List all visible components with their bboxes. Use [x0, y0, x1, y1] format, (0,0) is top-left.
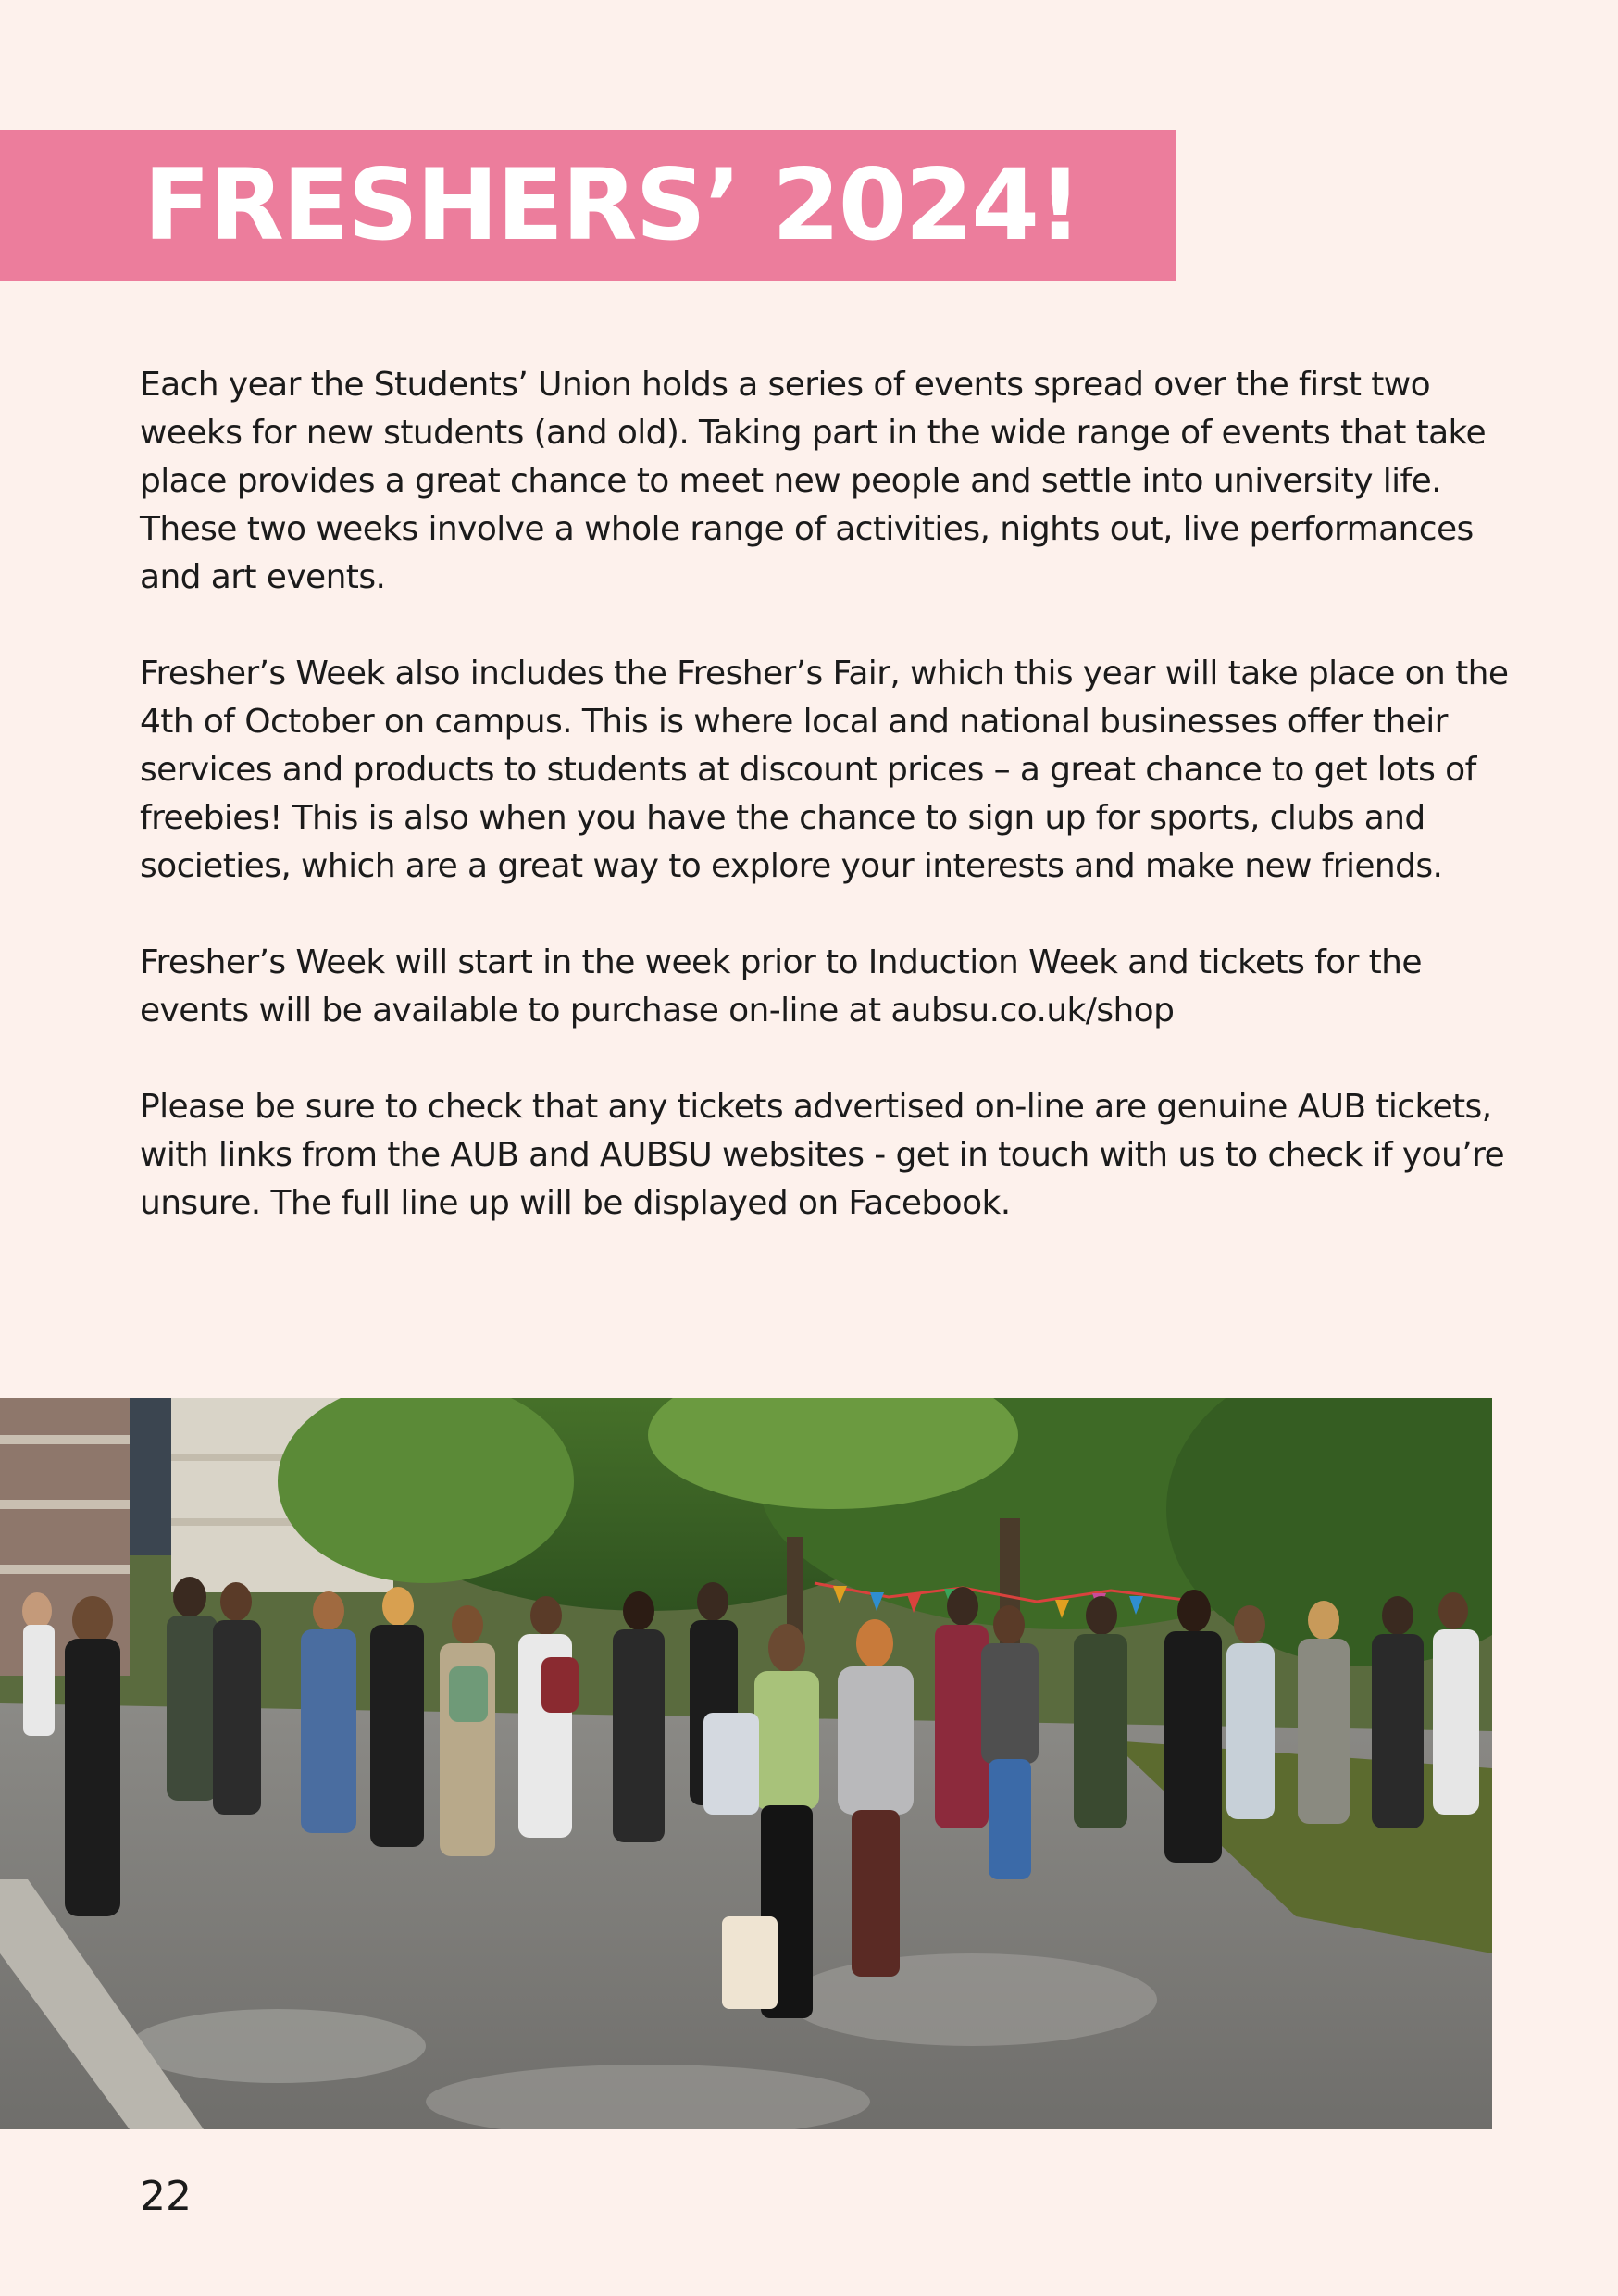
- freshers-fair-photo: [0, 1398, 1492, 2129]
- page-number: 22: [140, 2173, 192, 2220]
- title-banner: [0, 130, 1176, 281]
- page-title: FRESHERS’ 2024!: [143, 148, 1081, 262]
- paragraph-tickets: Fresher’s Week will start in the week prior to Induction Week and tickets for the events will be available to purchase on-line at aubsu.co.uk/shop: [140, 943, 1422, 1029]
- paragraph-ticket-warning: Please be sure to check that any tickets advertised on-line are genuine AUB tickets, with links from the AUB and AUBSU websites - get in touch with us to check if you’re unsure. The full line up will be displayed on Facebook.: [140, 1088, 1505, 1222]
- paragraph-freshers-fair: Fresher’s Week also includes the Fresher’s Fair, which this year will take place on the 4th of October on campus. This is where local and national businesses offer their services and products to students at discount prices – a great chance to get lots of freebies! This is also when you have the chance to sign up for sports, clubs and societies, which are a great way to explore your interests and make new friends.: [140, 655, 1509, 885]
- body-copy: [140, 361, 1528, 1276]
- paragraph-intro: Each year the Students’ Union holds a series of events spread over the first two weeks for new students (and old). Taking part in the wide range of events that take place provides a great chance to meet new people and settle into university life. These two weeks involve a whole range of activities, nights out, live performances and art events.: [140, 366, 1487, 596]
